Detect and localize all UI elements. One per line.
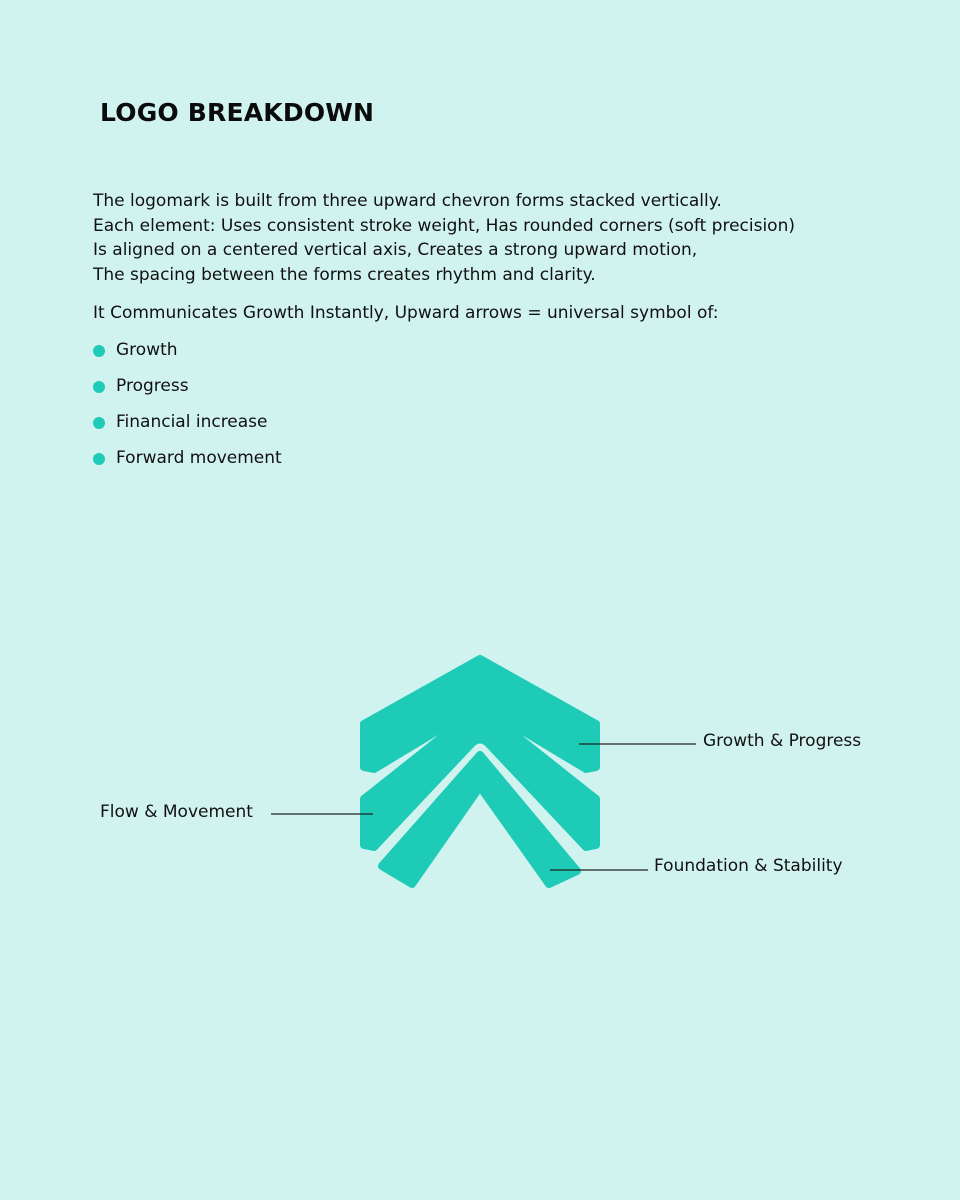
chevron-logo-icon [364,659,596,884]
callout-foundation-stability: Foundation & Stability [654,856,843,876]
lead-text: It Communicates Growth Instantly, Upward arrows = universal symbol of: [93,303,719,323]
list-item-label: Growth [116,340,178,360]
intro-line: The logomark is built from three upward chevron forms stacked vertically. [93,191,722,211]
intro-line: Each element: Uses consistent stroke weight, Has rounded corners (soft precision) [93,215,795,236]
list-item-label: Progress [116,376,189,396]
intro-line: The spacing between the forms creates rhythm and clarity. [93,264,596,285]
page-title: LOGO BREAKDOWN [100,98,375,127]
list-item-label: Forward movement [116,448,282,468]
intro-line: Is aligned on a centered vertical axis, Creates a strong upward motion, [93,240,698,260]
callout-growth-progress: Growth & Progress [703,731,862,751]
list-item-label: Financial increase [116,412,268,432]
callout-flow-movement: Flow & Movement [100,802,253,822]
